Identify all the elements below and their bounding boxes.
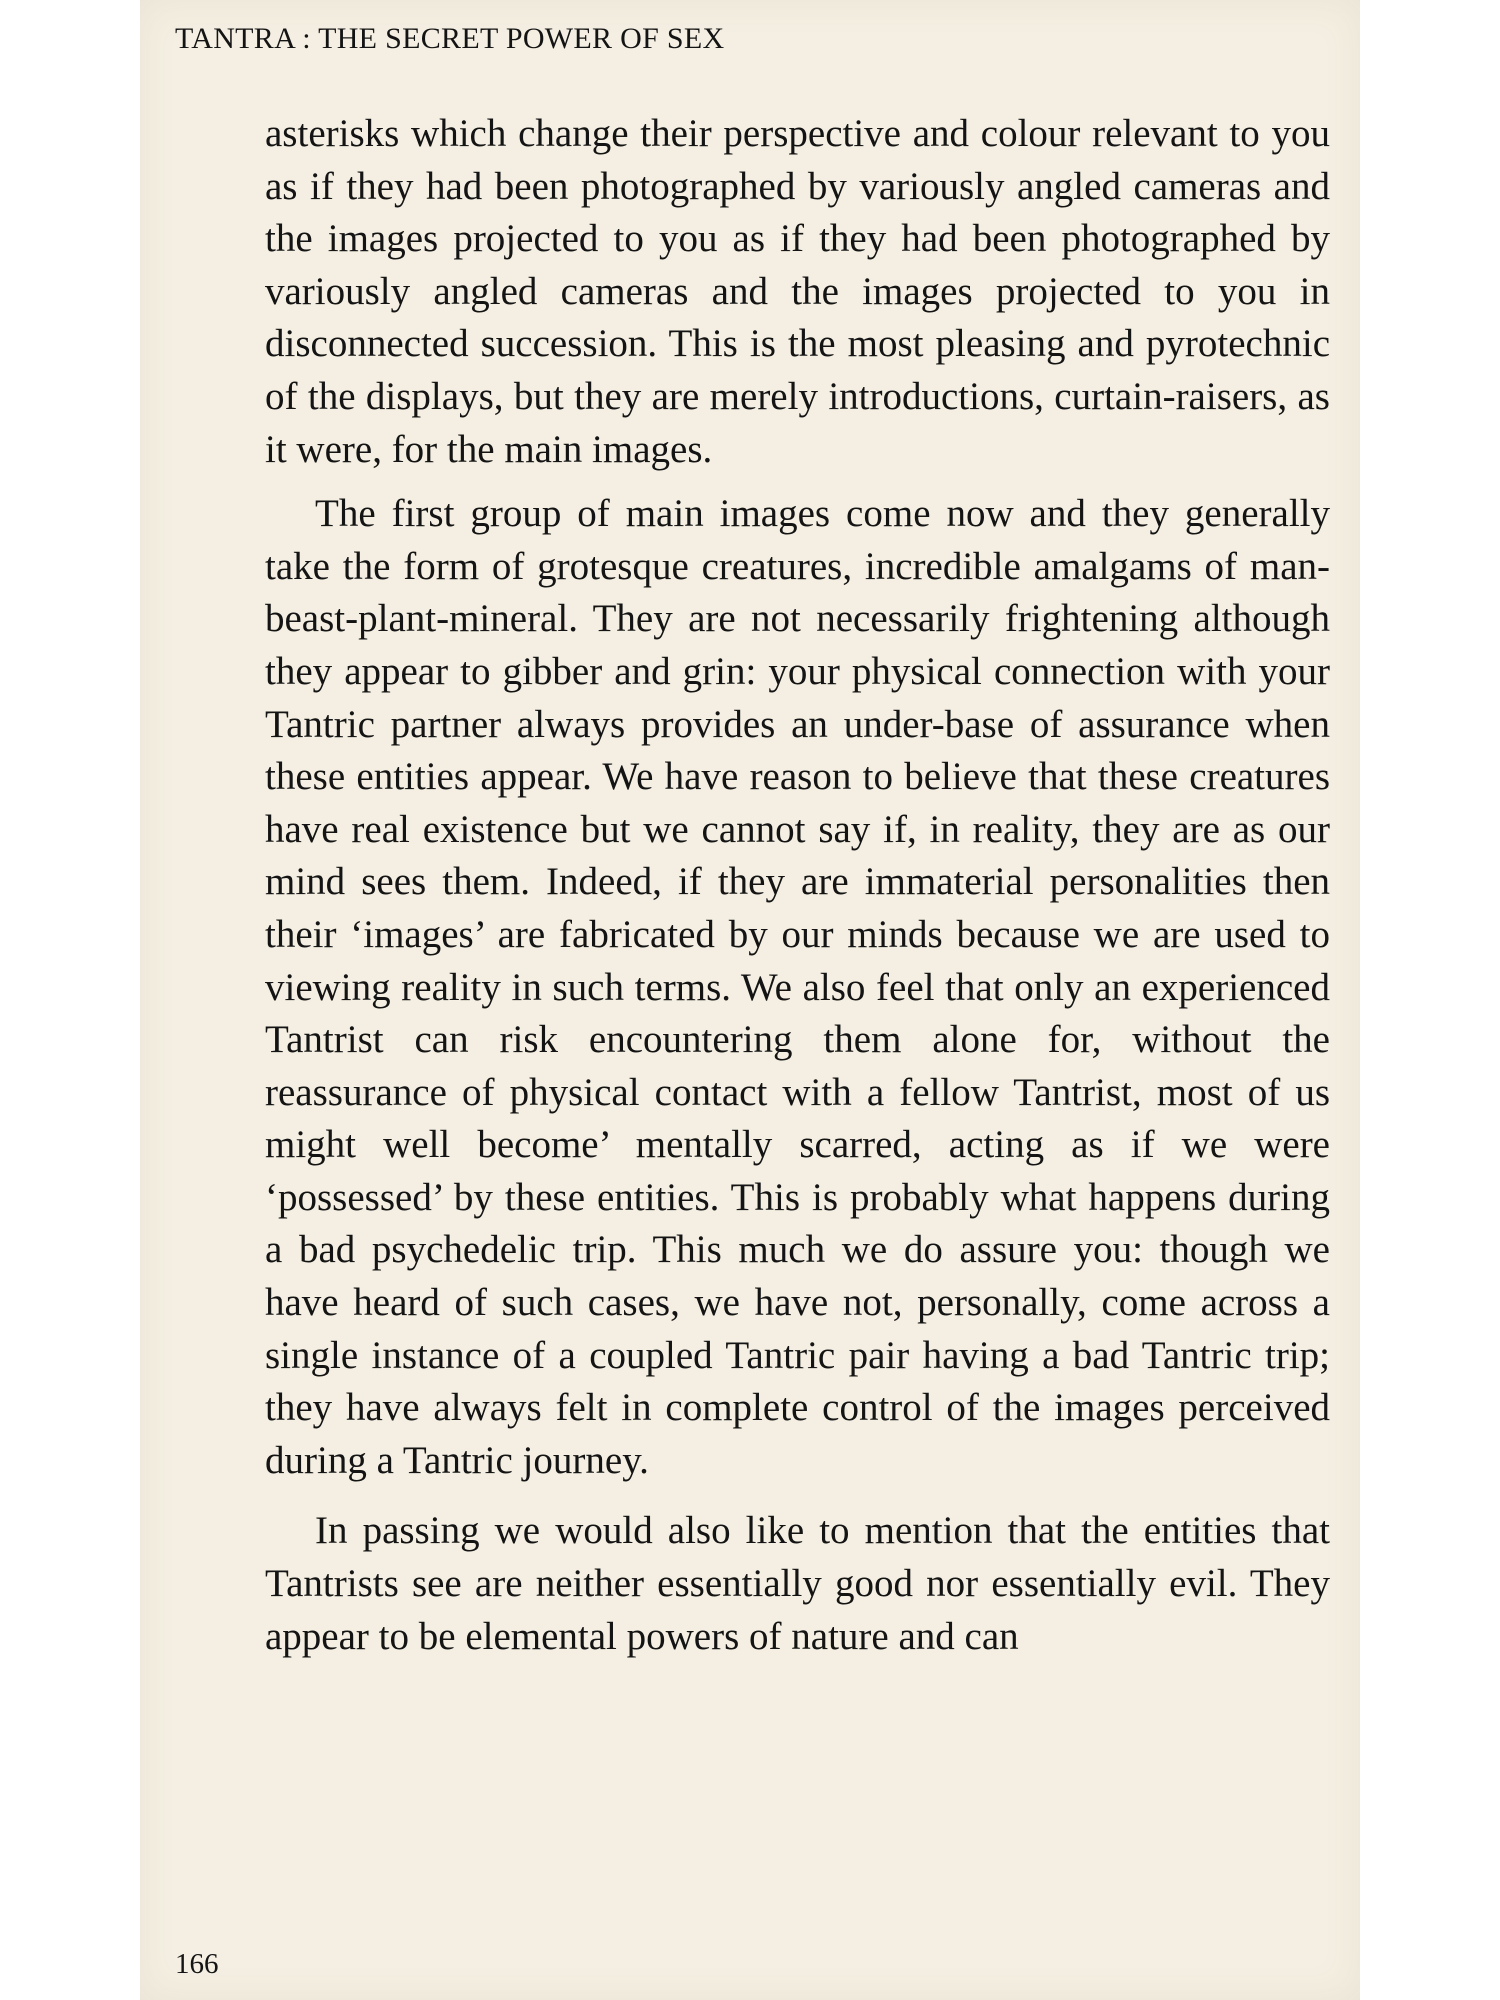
paragraph: The first group of main images come now and they generally take the form of grotesque creatures, incredible amalgams of man-beast-plant-mineral. They are not necessarily frightening although they appear to gibber and grin: your physical connection with your Tantric partner always provides an under-base of assurance when these entities appear. We have reason to believe that these creatures have real existence but we cannot say if, in reality, they are as our mind sees them. Indeed, if they are immaterial personalities then their ‘images’ are fabricated by our minds because we are used to viewing reality in such terms. We also feel that only an experienced Tantrist can risk encountering them alone for, without the reassurance of physical contact with a fellow Tantrist, most of us might well become’ mentally scarred, acting as if we were ‘possessed’ by these entities. This is probably what happens during a bad psychedelic trip. This much we do assure you: though we have heard of such cases, we have not, personally, come across a single instance of a coupled Tantric pair having a bad Tantric trip; they have always felt in complete control of the images perceived during a Tantric journey. bbox=[265, 492, 1330, 1482]
paragraph-continued: asterisks which change their perspective and colour relevant to you as if they had been photographed by variously angled cameras and the images projected to you as if they had been photographed by variously angled cameras and the images projected to you in disconnected succession. This is the most pleasing and pyrotechnic of the displays, but they are merely introductions, curtain-raisers, as it were, for the main images. bbox=[265, 112, 1330, 471]
page-number: 166 bbox=[175, 1948, 219, 1980]
running-head: TANTRA : THE SECRET POWER OF SEX bbox=[175, 22, 725, 55]
paragraph: In passing we would also like to mention that the entities that Tantrists see are neither essentially good nor essentially evil. They appear to be elemental powers of nature and can bbox=[265, 1509, 1330, 1658]
body-text bbox=[265, 108, 1330, 1663]
